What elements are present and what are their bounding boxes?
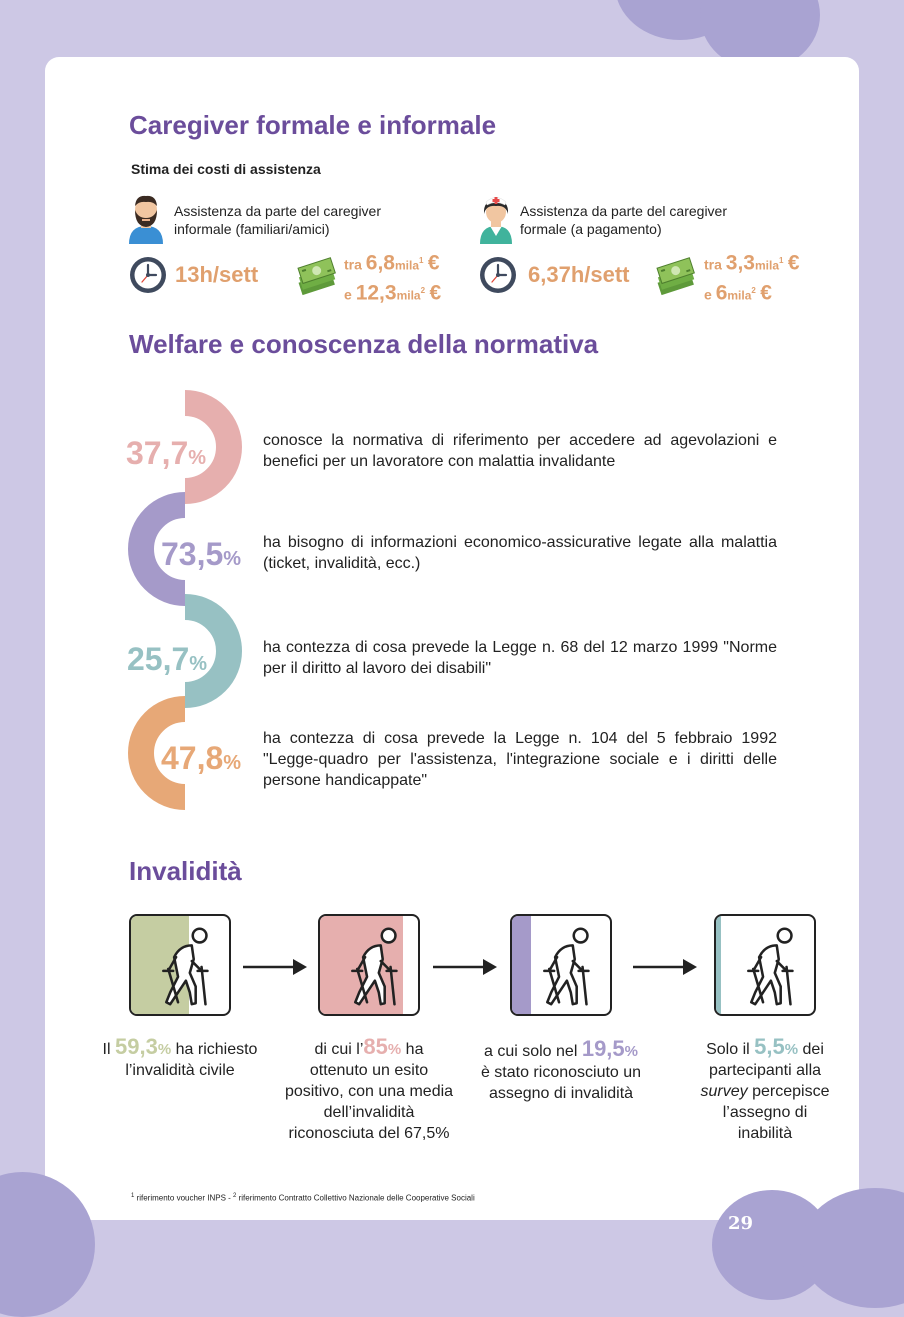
footnote: $^1$ riferimento voucher INPS - $^2$ riferimento Contratto Collettivo Nazionale delle Cooperative Sociali	[131, 1193, 475, 1203]
arrow-right-icon	[243, 958, 309, 976]
formal-hours: 6,37h/sett	[528, 262, 630, 287]
money-icon	[652, 253, 698, 297]
person-crutches-icon	[320, 916, 418, 1014]
formal-description: Assistenza da parte del caregiver formale (a pagamento)	[520, 203, 727, 237]
welfare-percent-3: 25,7%	[127, 641, 208, 677]
formal-cost	[704, 248, 800, 309]
formal-cost-line-1: tra 3,3mila$^1$ €	[704, 251, 800, 275]
invalidita-box-4	[714, 914, 816, 1016]
person-crutches-icon	[716, 916, 814, 1014]
page-number: 29	[728, 1213, 754, 1234]
welfare-text-1: conosce la normativa di riferimento per accedere ad agevolazioni e benefici per un lavoratore con malattia invalidante	[263, 432, 777, 470]
formal-cost-line-2: e 6mila$^2$ €	[704, 281, 772, 305]
welfare-percent-4: 47,8%	[161, 740, 242, 776]
bearded-man-icon	[127, 194, 165, 244]
informal-cost-line-2: e 12,3mila$^2$ €	[344, 281, 442, 305]
welfare-text-4: ha contezza di cosa prevede la Legge n. 104 del 5 febbraio 1992 "Legge-quadro per l'assistenza, l'integrazione sociale e i diritti delle persone handicappate"	[263, 730, 777, 789]
welfare-percent-2: 73,5%	[161, 536, 242, 572]
person-crutches-icon	[131, 916, 229, 1014]
informal-description: Assistenza da parte del caregiver informale (familiari/amici)	[174, 203, 381, 237]
nurse-icon	[478, 194, 514, 244]
invalidita-text-2: di cui l’85% ha ottenuto un esito positivo, con una media dell’invalidità riconosciuta del 67,5%	[284, 1034, 454, 1142]
informal-cost	[344, 248, 441, 309]
welfare-title: Welfare e conoscenza della normativa	[129, 329, 599, 359]
welfare-text-3: ha contezza di cosa prevede la Legge n. 68 del 12 marzo 1999 "Norme per il diritto al lavoro dei disabili"	[263, 639, 777, 677]
welfare-text-2: ha bisogno di informazioni economico-assicurative legate alla malattia (ticket, invalidità, ecc.)	[263, 534, 777, 572]
caregiver-subtitle: Stima dei costi di assistenza	[131, 161, 321, 177]
invalidita-text-3: a cui solo nel 19,5% è stato riconosciuto un assegno di invalidità	[480, 1036, 642, 1102]
invalidita-title: Invalidità	[129, 856, 242, 886]
arrow-right-icon	[633, 958, 699, 976]
clock-icon	[129, 256, 167, 294]
arrow-right-icon	[433, 958, 499, 976]
money-icon	[293, 253, 339, 297]
informal-hours: 13h/sett	[175, 262, 259, 287]
invalidita-box-1	[129, 914, 231, 1016]
invalidita-box-3	[510, 914, 612, 1016]
informal-cost-line-1: tra 6,8mila$^1$ €	[344, 251, 440, 275]
clock-icon	[479, 256, 517, 294]
invalidita-text-1: Il 59,3% ha richiesto l’invalidità civile	[102, 1034, 258, 1079]
person-crutches-icon	[512, 916, 610, 1014]
welfare-percent-1: 37,7%	[126, 435, 207, 471]
invalidita-text-4: Solo il 5,5% dei partecipanti alla survey percepisce l’assegno di inabilità	[700, 1034, 830, 1142]
caregiver-title: Caregiver formale e informale	[129, 110, 497, 140]
invalidita-box-2	[318, 914, 420, 1016]
